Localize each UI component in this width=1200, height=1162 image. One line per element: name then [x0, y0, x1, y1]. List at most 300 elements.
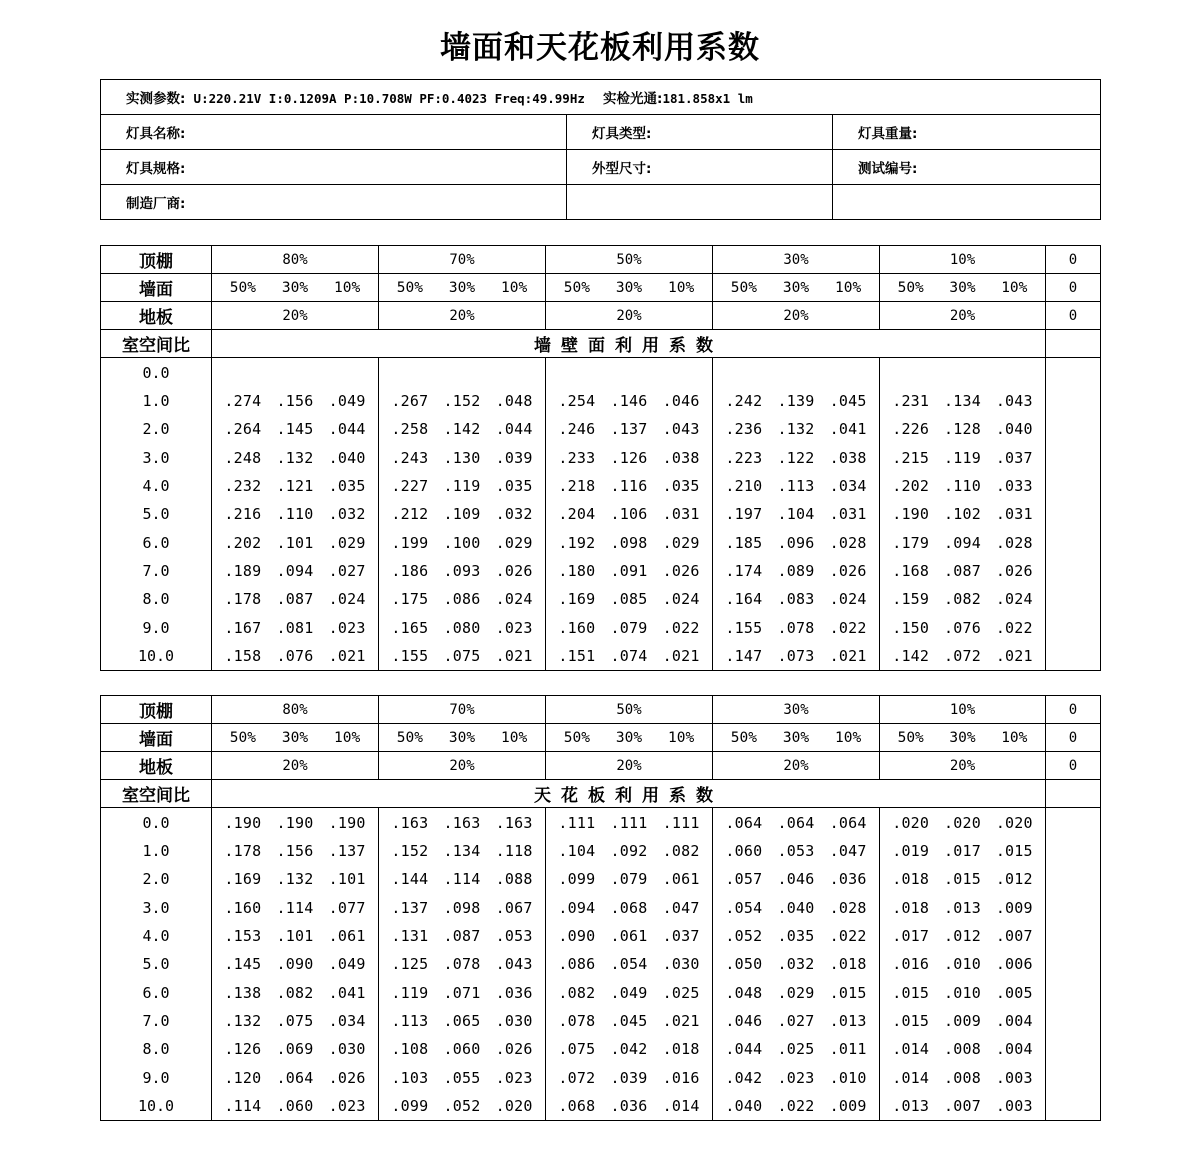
cu-group [713, 1092, 880, 1121]
cu-value: .119 [944, 448, 981, 467]
cu-value: .113 [777, 477, 815, 496]
cu-group [713, 922, 880, 950]
cu-value: .160 [224, 898, 262, 917]
cu-value: .132 [276, 448, 314, 467]
wall-wall-refl: 50% [229, 279, 256, 296]
cu-value: .071 [443, 983, 481, 1002]
cu-value: .226 [892, 420, 930, 439]
cu-value: .113 [391, 1011, 429, 1030]
cu-value: .094 [276, 561, 314, 580]
cu-group [546, 1092, 713, 1121]
cu-value: .017 [892, 927, 930, 946]
cu-value: .023 [495, 618, 533, 637]
cu-group [546, 528, 713, 556]
cu-value: .076 [276, 646, 314, 665]
cu-value: .090 [558, 927, 596, 946]
cu-value: .068 [558, 1096, 596, 1115]
ceiling-wall-label: 墙面 [101, 724, 212, 752]
wall-cu-table [100, 245, 1101, 671]
rcr-value: 6.0 [101, 528, 212, 556]
cu-group [379, 358, 546, 388]
cu-value: .082 [276, 983, 314, 1002]
ceiling-wall-refl: 30% [448, 729, 476, 746]
cu-value: .190 [328, 813, 366, 832]
cu-value: .119 [443, 477, 481, 496]
cu-group [379, 894, 546, 922]
cu-group [713, 1007, 880, 1035]
ceiling-wall-refl-zero: 0 [1046, 724, 1101, 752]
table-row [101, 808, 1101, 838]
cu-group [379, 865, 546, 893]
cu-value: .047 [662, 898, 700, 917]
cu-value: .126 [610, 448, 648, 467]
cu-value: .003 [995, 1068, 1033, 1087]
cu-value: .048 [495, 392, 533, 411]
wall-wall-refl-group [546, 274, 713, 302]
cu-value: .036 [495, 983, 533, 1002]
luminaire-weight-label: 灯具重量: [858, 126, 918, 142]
cu-value: .031 [662, 505, 700, 524]
wall-floor-refl: 20% [546, 302, 713, 330]
cu-value: .089 [777, 561, 815, 580]
cu-value: .015 [892, 983, 930, 1002]
cu-group [212, 387, 379, 415]
cu-value: .120 [224, 1068, 262, 1087]
cu-value: .060 [443, 1040, 481, 1059]
cu-value: .022 [662, 618, 700, 637]
wall-wall-refl-group [212, 274, 379, 302]
luminaire-info-table [100, 79, 1101, 220]
wall-ceiling-refl: 70% [379, 246, 546, 274]
cu-value: .152 [443, 392, 481, 411]
wall-wall-refl: 50% [730, 279, 757, 296]
cu-value: .199 [391, 533, 429, 552]
cu-value: .061 [328, 927, 366, 946]
ceiling-wall-refl-group [212, 724, 379, 752]
cu-group [546, 585, 713, 613]
ceiling-wall-refl: 10% [1001, 729, 1028, 746]
cu-group [713, 444, 880, 472]
cu-value: .035 [662, 477, 700, 496]
cu-value: .033 [995, 477, 1033, 496]
cu-group [880, 950, 1046, 978]
cu-value: .008 [944, 1068, 981, 1087]
rcr-value: 9.0 [101, 613, 212, 641]
ceiling-floor-refl: 20% [212, 752, 379, 780]
manufacturer-label: 制造厂商: [126, 196, 186, 212]
cu-value: .155 [725, 618, 763, 637]
cu-value: .014 [892, 1040, 930, 1059]
cu-value: .248 [224, 448, 262, 467]
cu-value: .043 [995, 392, 1033, 411]
cu-value: .037 [662, 927, 700, 946]
wall-rcr-label: 室空间比 [101, 330, 212, 358]
cu-value: .004 [995, 1011, 1033, 1030]
cu-value: .030 [328, 1040, 366, 1059]
cu-value: .098 [443, 898, 481, 917]
cu-value: .134 [944, 392, 981, 411]
cu-value: .018 [829, 955, 867, 974]
cu-group [880, 808, 1046, 838]
wall-wall-refl: 30% [782, 279, 810, 296]
ceiling-ceiling-refl: 0 [1046, 696, 1101, 724]
cu-value: .037 [995, 448, 1033, 467]
cu-value: .100 [443, 533, 481, 552]
cu-value: .094 [944, 533, 981, 552]
cu-value: .027 [328, 561, 366, 580]
cu-group [212, 613, 379, 641]
cu-value: .022 [829, 618, 867, 637]
cu-value: .065 [443, 1011, 481, 1030]
cu-value: .044 [328, 420, 366, 439]
flux-label: 实检光通: [603, 91, 663, 107]
cu-value: .026 [495, 561, 533, 580]
cu-value: .254 [558, 392, 596, 411]
cu-value: .049 [610, 983, 648, 1002]
cu-value: .078 [443, 955, 481, 974]
cu-group [713, 613, 880, 641]
cu-value: .009 [944, 1011, 981, 1030]
cu-value: .032 [777, 955, 815, 974]
cu-value: .078 [558, 1011, 596, 1030]
cu-group [379, 837, 546, 865]
cu-value: .013 [892, 1096, 930, 1115]
cu-value: .042 [610, 1040, 648, 1059]
cu-group [379, 472, 546, 500]
ceiling-wall-refl: 30% [782, 729, 810, 746]
info-row-1 [101, 115, 1101, 150]
cu-value: .086 [443, 590, 481, 609]
cu-value: .028 [995, 533, 1033, 552]
cu-value: .121 [276, 477, 314, 496]
cu-group [212, 837, 379, 865]
cu-group [880, 472, 1046, 500]
cu-value: .003 [995, 1096, 1033, 1115]
cu-value: .091 [610, 561, 648, 580]
cu-group [713, 472, 880, 500]
wall-wall-refl: 10% [501, 279, 528, 296]
wall-wall-refl: 50% [396, 279, 423, 296]
cu-group [546, 865, 713, 893]
cu-value: .046 [725, 1011, 763, 1030]
cu-value: .216 [224, 505, 262, 524]
cu-value: .064 [276, 1068, 314, 1087]
cu-value: .090 [276, 955, 314, 974]
cu-value: .024 [495, 590, 533, 609]
table-row [101, 1092, 1101, 1121]
wall-floor-refl: 0 [1046, 302, 1101, 330]
cu-group [880, 1063, 1046, 1091]
ceiling-wall-refl: 30% [281, 729, 309, 746]
ceiling-ceiling-row [101, 696, 1101, 724]
ceiling-ceiling-refl: 70% [379, 696, 546, 724]
ceiling-ceiling-refl: 80% [212, 696, 379, 724]
cu-value: .015 [944, 870, 981, 889]
cu-group [546, 950, 713, 978]
cu-group [379, 500, 546, 528]
wall-wall-refl: 30% [281, 279, 309, 296]
cu-value: .034 [829, 477, 867, 496]
wall-wall-refl: 30% [615, 279, 643, 296]
cu-group [546, 1007, 713, 1035]
cu-value: .101 [276, 533, 314, 552]
ceiling-wall-refl: 50% [229, 729, 256, 746]
cu-value: .202 [892, 477, 930, 496]
cu-value: .047 [829, 842, 867, 861]
table-row [101, 950, 1101, 978]
wall-wall-label: 墙面 [101, 274, 212, 302]
cu-group [880, 922, 1046, 950]
cu-value: .079 [610, 870, 648, 889]
cu-value: .246 [558, 420, 596, 439]
cu-value: .232 [224, 477, 262, 496]
wall-ceiling-refl: 50% [546, 246, 713, 274]
cu-value: .040 [725, 1096, 763, 1115]
cu-value: .138 [224, 983, 262, 1002]
cu-value: .069 [276, 1040, 314, 1059]
cu-value: .156 [276, 842, 314, 861]
wall-floor-row [101, 302, 1101, 330]
cu-value: .054 [610, 955, 648, 974]
table-row [101, 557, 1101, 585]
cu-group [880, 865, 1046, 893]
cu-value: .031 [829, 505, 867, 524]
cu-value: .180 [558, 561, 596, 580]
cu-value: .067 [495, 898, 533, 917]
cu-value: .014 [662, 1096, 700, 1115]
rcr-value: 4.0 [101, 922, 212, 950]
cu-value: .036 [610, 1096, 648, 1115]
cu-value: .233 [558, 448, 596, 467]
cu-value: .119 [391, 983, 429, 1002]
rcr-value: 7.0 [101, 557, 212, 585]
ceiling-wall-row [101, 724, 1101, 752]
cu-value: .049 [328, 392, 366, 411]
outline-size-label: 外型尺寸: [592, 161, 652, 177]
cu-group [880, 1007, 1046, 1035]
cu-group [880, 837, 1046, 865]
cu-value: .046 [662, 392, 700, 411]
wall-section-row [101, 330, 1101, 358]
table-row [101, 837, 1101, 865]
table-row [101, 894, 1101, 922]
cu-value: .104 [777, 505, 815, 524]
ceiling-wall-refl-group [379, 724, 546, 752]
cu-value: .215 [892, 448, 930, 467]
cu-value: .111 [558, 813, 596, 832]
cu-group [880, 500, 1046, 528]
cu-group [880, 528, 1046, 556]
cu-group [379, 642, 546, 671]
rcr-value: 9.0 [101, 1063, 212, 1091]
cu-value: .132 [276, 870, 314, 889]
ceiling-floor-refl: 20% [713, 752, 880, 780]
table-row [101, 472, 1101, 500]
cu-value: .048 [725, 983, 763, 1002]
cu-value: .192 [558, 533, 596, 552]
cu-group [713, 500, 880, 528]
cu-value: .101 [276, 927, 314, 946]
cu-value: .151 [558, 646, 596, 665]
cu-group [212, 642, 379, 671]
table-row [101, 500, 1101, 528]
cu-value: .114 [224, 1096, 262, 1115]
cu-value: .018 [892, 898, 930, 917]
cu-value: .150 [892, 618, 930, 637]
cu-value: .018 [662, 1040, 700, 1059]
cu-value: .264 [224, 420, 262, 439]
cu-value: .137 [610, 420, 648, 439]
cu-value: .035 [495, 477, 533, 496]
test-number-label: 测试编号: [858, 161, 918, 177]
cu-value: .064 [829, 813, 867, 832]
cu-value: .092 [610, 842, 648, 861]
cu-value: .103 [391, 1068, 429, 1087]
cu-group [880, 358, 1046, 388]
cu-value: .081 [276, 618, 314, 637]
cu-value: .102 [944, 505, 981, 524]
cu-value: .029 [495, 533, 533, 552]
cu-value: .223 [725, 448, 763, 467]
cu-value: .144 [391, 870, 429, 889]
cu-value: .010 [944, 983, 981, 1002]
table-row [101, 1007, 1101, 1035]
cu-value: .012 [995, 870, 1033, 889]
cu-value: .165 [391, 618, 429, 637]
wall-wall-refl: 10% [334, 279, 361, 296]
cu-group [880, 1035, 1046, 1063]
cu-value: .043 [495, 955, 533, 974]
cu-value: .087 [443, 927, 481, 946]
cu-group [379, 613, 546, 641]
rcr-value: 5.0 [101, 950, 212, 978]
luminaire-spec-label: 灯具规格: [126, 161, 186, 177]
cu-value: .101 [328, 870, 366, 889]
cu-group [713, 978, 880, 1006]
cu-group [212, 472, 379, 500]
cu-value: .178 [224, 842, 262, 861]
cu-group [713, 808, 880, 838]
ceiling-section-row [101, 780, 1101, 808]
cu-value: .190 [276, 813, 314, 832]
cu-group [212, 865, 379, 893]
cu-value: .010 [944, 955, 981, 974]
cu-value: .035 [777, 927, 815, 946]
wall-wall-refl: 30% [949, 279, 976, 296]
cu-group [546, 557, 713, 585]
cu-value: .054 [725, 898, 763, 917]
cu-group [212, 894, 379, 922]
cu-group [379, 922, 546, 950]
cu-group [379, 444, 546, 472]
cu-value: .028 [829, 898, 867, 917]
cu-group [546, 387, 713, 415]
cu-value: .125 [391, 955, 429, 974]
rcr-value: 1.0 [101, 387, 212, 415]
cu-value: .164 [725, 590, 763, 609]
ceiling-floor-row [101, 752, 1101, 780]
cu-group [880, 415, 1046, 443]
cu-value: .128 [944, 420, 981, 439]
cu-value: .078 [777, 618, 815, 637]
cu-group [880, 444, 1046, 472]
cu-value: .104 [558, 842, 596, 861]
table-row [101, 1063, 1101, 1091]
cu-value: .018 [892, 870, 930, 889]
cu-group [212, 950, 379, 978]
cu-value: .075 [558, 1040, 596, 1059]
ceiling-wall-refl: 30% [615, 729, 643, 746]
cu-group [546, 642, 713, 671]
cu-value: .085 [610, 590, 648, 609]
luminaire-type-label: 灯具类型: [592, 126, 652, 142]
cu-value: .017 [944, 842, 981, 861]
cu-value: .029 [328, 533, 366, 552]
ceiling-section-title: 天花板利用系数 [212, 780, 1046, 808]
cu-group [713, 528, 880, 556]
cu-value: .168 [892, 561, 930, 580]
cu-value: .137 [391, 898, 429, 917]
cu-value: .026 [662, 561, 700, 580]
cu-value: .021 [328, 646, 366, 665]
cu-group [212, 1063, 379, 1091]
cu-value: .040 [777, 898, 815, 917]
cu-value: .146 [610, 392, 648, 411]
ceiling-ceiling-label: 顶棚 [101, 696, 212, 724]
cu-value: .160 [558, 618, 596, 637]
cu-value: .087 [276, 590, 314, 609]
cu-group [212, 922, 379, 950]
cu-value: .014 [892, 1068, 930, 1087]
wall-floor-label: 地板 [101, 302, 212, 330]
cu-value: .204 [558, 505, 596, 524]
cu-group [546, 472, 713, 500]
table-row [101, 1035, 1101, 1063]
cu-value: .021 [995, 646, 1033, 665]
cu-value: .030 [495, 1011, 533, 1030]
wall-section-title: 墙壁面利用系数 [212, 330, 1046, 358]
wall-ceiling-row [101, 246, 1101, 274]
cu-value: .163 [391, 813, 429, 832]
cu-group [546, 1035, 713, 1063]
cu-value: .064 [777, 813, 815, 832]
cu-value: .212 [391, 505, 429, 524]
cu-group [546, 894, 713, 922]
cu-value: .009 [995, 898, 1033, 917]
cu-value: .108 [391, 1040, 429, 1059]
cu-group [379, 808, 546, 838]
cu-group [713, 837, 880, 865]
cu-value: .050 [725, 955, 763, 974]
cu-value: .007 [944, 1096, 981, 1115]
measured-params-label: 实测参数: [126, 91, 186, 107]
cu-value: .132 [224, 1011, 262, 1030]
table-row [101, 922, 1101, 950]
cu-value: .231 [892, 392, 930, 411]
cu-group [212, 415, 379, 443]
ceiling-cu-table [100, 695, 1101, 1121]
cu-value: .236 [725, 420, 763, 439]
wall-wall-refl-group [713, 274, 880, 302]
wall-floor-refl: 20% [212, 302, 379, 330]
ceiling-wall-refl-group [713, 724, 880, 752]
cu-value: .020 [892, 813, 930, 832]
cu-value: .274 [224, 392, 262, 411]
cu-group [379, 978, 546, 1006]
cu-value: .147 [725, 646, 763, 665]
cu-value: .022 [777, 1096, 815, 1115]
wall-wall-refl-zero: 0 [1046, 274, 1101, 302]
